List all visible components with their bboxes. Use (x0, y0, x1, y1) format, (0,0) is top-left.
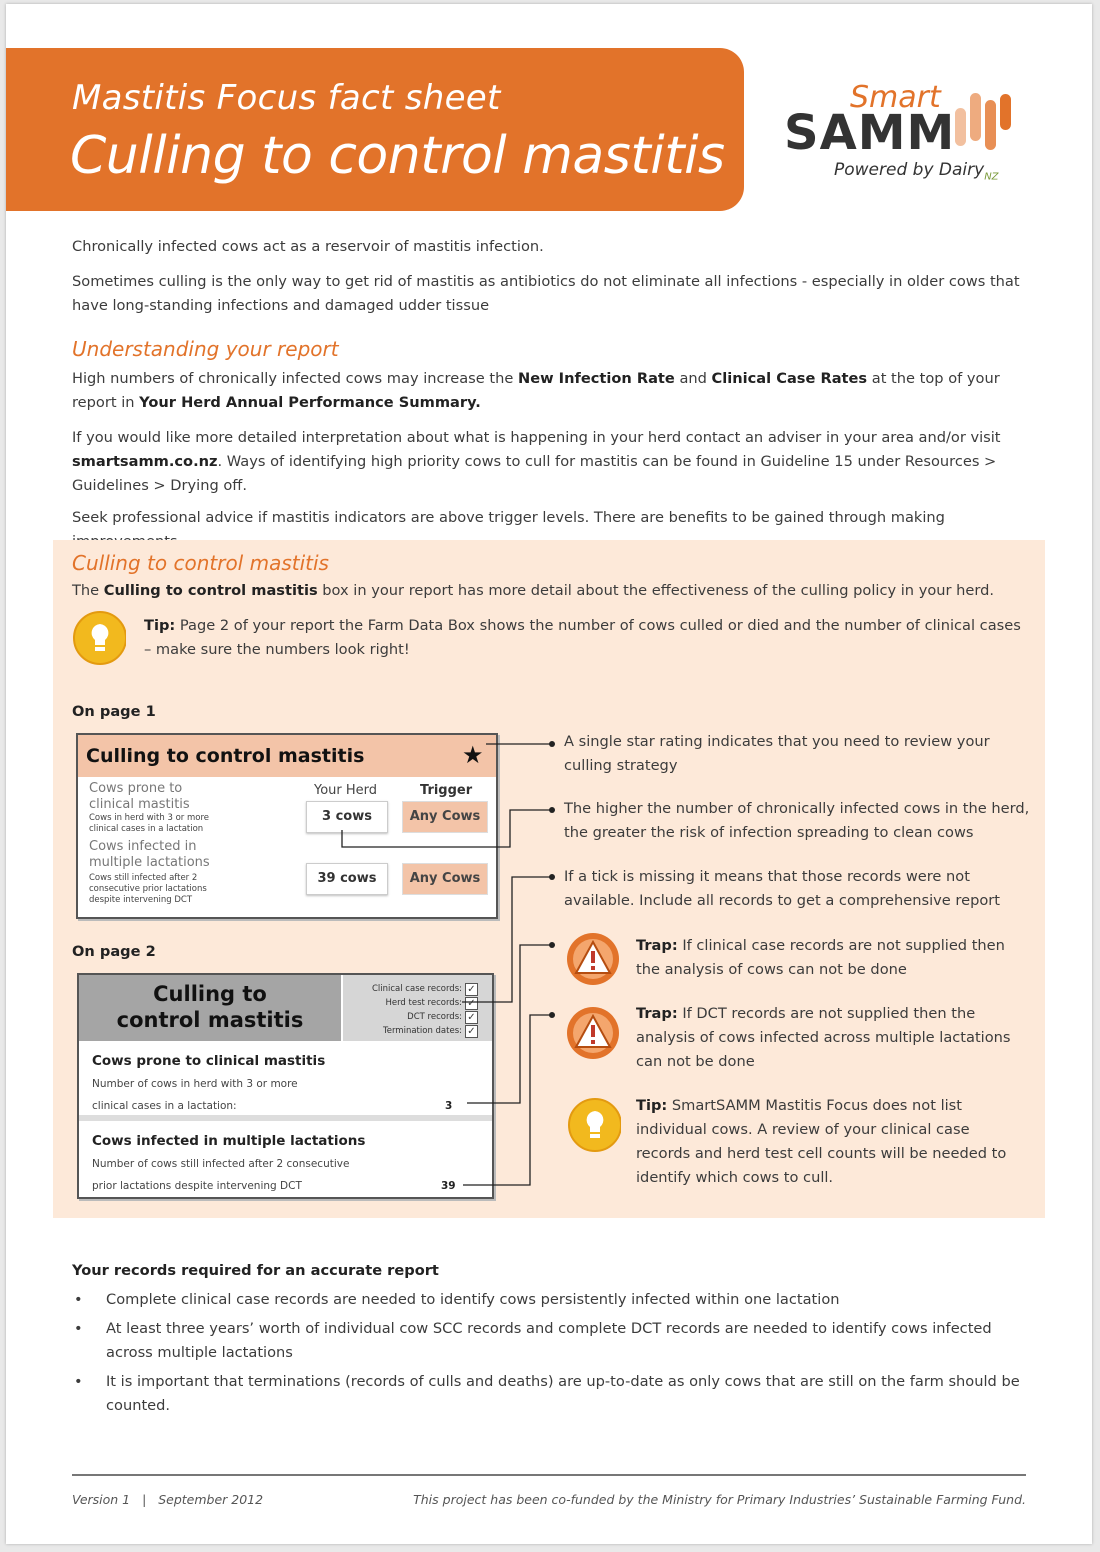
lightbulb-icon (565, 1097, 621, 1153)
callout-chronic-cows: The higher the number of chronically infected cows in the herd, the greater the risk of infection spreading to clean cows (564, 800, 1030, 841)
row1-label: Cows prone to clinical mastitis (89, 781, 190, 812)
culling-heading: Culling to control mastitis (72, 551, 329, 575)
col-your-herd: Your Herd (314, 783, 378, 798)
section1-title: Cows prone to clinical mastitis (92, 1053, 326, 1069)
section1-line2: clinical cases in a lactation: (92, 1100, 237, 1112)
trap-dct: Trap: If DCT records are not supplied then the analysis of cows infected across multiple lactations can not be done (636, 1005, 1011, 1070)
page-title: Culling to control mastitis (70, 126, 725, 186)
understanding-heading: Understanding your report (72, 337, 339, 361)
section2-line1: Number of cows still infected after 2 consecutive (92, 1158, 350, 1170)
section1-value: 3 (445, 1100, 453, 1112)
row2-label: Cows infected in multiple lactations (89, 839, 210, 870)
trap-clinical: Trap: If clinical case records are not supplied then the analysis of cows can not be done (636, 937, 1005, 978)
warning-icon (565, 1005, 621, 1061)
page1-box-title: Culling to control mastitis (86, 745, 365, 767)
row2-trigger: Any Cows (402, 863, 488, 895)
section2-value: 39 (441, 1180, 456, 1192)
row1-value: 3 cows (306, 801, 388, 833)
checkbox-icon: ✓ (465, 997, 478, 1010)
section2-line2: prior lactations despite intervening DCT (92, 1180, 302, 1192)
callout-missing-tick: If a tick is missing it means that those records were not available. Include all records to get a comprehensive report (564, 868, 1000, 909)
logo-smart: Smart (850, 80, 941, 115)
intro-paragraph-2: Sometimes culling is the only way to get rid of mastitis as antibiotics do not eliminate all infections - especially in older cows that have long-standing infections and damaged udder tissue (72, 273, 1020, 314)
footer-version: Version 1 | September 2012 (72, 1492, 264, 1507)
row2-value: 39 cows (306, 863, 388, 895)
logo-powered-by: Powered by Dairy$_{NZ}$ (834, 160, 999, 183)
list-item: • At least three years’ worth of individual cow SCC records and complete DCT records are needed to identify cows infected across multiple lactations (72, 1317, 1032, 1365)
footer-funding: This project has been co-funded by the Ministry for Primary Industries’ Sustainable Farming Fund. (413, 1492, 1026, 1507)
understanding-paragraph-2: If you would like more detailed interpretation about what is happening in your herd contact an adviser in your area and/or visit smartsamm.co.nz. Ways of identifying high priority cows to cull for mastitis can be found in Guideline 15 under Resources > Guidelines > Drying off. (72, 429, 1001, 494)
check-clinical-label: Clinical case records: (371, 984, 462, 994)
callout-star-rating: A single star rating indicates that you need to review your culling strategy (564, 733, 990, 774)
check-dct-label: DCT records: (407, 1012, 462, 1022)
tip-paragraph: Tip: Page 2 of your report the Farm Data Box shows the number of cows culled or died and the number of clinical cases – make sure the numbers look right! (144, 617, 1021, 658)
checkbox-icon: ✓ (465, 1025, 478, 1038)
row1-note: Cows in herd with 3 or more clinical cases in a lactation (89, 813, 209, 834)
checkbox-icon: ✓ (465, 983, 478, 996)
section2-title: Cows infected in multiple lactations (92, 1133, 366, 1149)
page2-box-title: Culling to control mastitis (116, 982, 304, 1032)
section1-line1: Number of cows in herd with 3 or more (92, 1078, 298, 1090)
check-termination-label: Termination dates: (382, 1026, 462, 1036)
records-heading: Your records required for an accurate report (72, 1262, 439, 1279)
star-icon: ★ (462, 741, 484, 769)
list-item: • It is important that terminations (records of culls and deaths) are up-to-date as only cows that are still on the farm should be counted. (72, 1370, 1032, 1418)
footer-rule (72, 1474, 1026, 1476)
check-herd-label: Herd test records: (385, 998, 462, 1008)
on-page-2-label: On page 2 (72, 943, 156, 960)
row2-note: Cows still infected after 2 consecutive prior lactations despite intervening DCT (89, 873, 207, 905)
records-list (72, 1288, 1032, 1423)
culling-paragraph: The Culling to control mastitis box in your report has more detail about the effectiveness of the culling policy in your herd. (72, 582, 995, 599)
intro-paragraph-1: Chronically infected cows act as a reservoir of mastitis infection. (72, 238, 544, 255)
warning-icon (565, 931, 621, 987)
understanding-paragraph-1: High numbers of chronically infected cows may increase the New Infection Rate and Clinical Case Rates at the top of your report in Your Herd Annual Performance Summary. (72, 370, 1000, 411)
row1-trigger: Any Cows (402, 801, 488, 833)
tip-smartsamm: Tip: SmartSAMM Mastitis Focus does not list individual cows. A review of your clinical case records and herd test cell counts will be needed to identify which cows to cull. (636, 1097, 1007, 1186)
checkbox-icon: ✓ (465, 1011, 478, 1024)
col-trigger: Trigger (420, 783, 473, 798)
logo-samm: SAMM (784, 105, 956, 161)
list-item: • Complete clinical case records are needed to identify cows persistently infected within one lactation (72, 1288, 1032, 1312)
smartsamm-link[interactable]: smartsamm.co.nz (72, 453, 218, 470)
understanding-paragraph-3: Seek professional advice if mastitis indicators are above trigger levels. There are benefits to be gained through making (72, 509, 945, 526)
on-page-1-label: On page 1 (72, 703, 156, 720)
fact-sheet-subtitle: Mastitis Focus fact sheet (72, 78, 501, 118)
